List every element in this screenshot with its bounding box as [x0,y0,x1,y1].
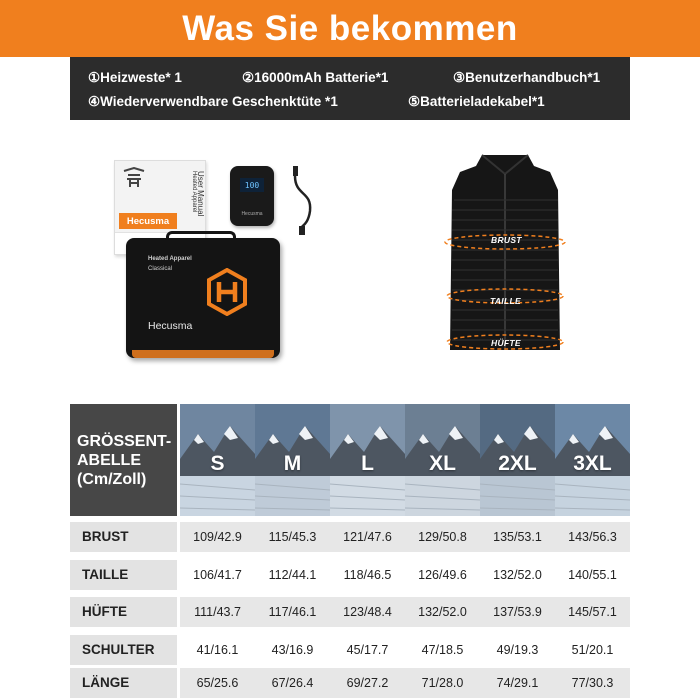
table-cell: 49/19.3 [480,635,555,665]
table-cell: 71/28.0 [405,668,480,698]
table-row [70,635,630,665]
vest-label-chest: BRUST [491,235,522,245]
size-table-title-line-3: (Cm/Zoll) [77,471,147,488]
size-table [70,404,630,700]
table-row [70,560,630,590]
table-cell: 77/30.3 [555,668,630,698]
manual-side-title: User Manual [196,171,205,217]
size-label: XL [429,452,456,475]
package-contents-bar [70,57,630,120]
row-label: SCHULTER [70,635,177,665]
brand-logo-icon [121,167,147,189]
table-cell: 132/52.0 [405,597,480,627]
battery-display: 100 [240,178,264,192]
row-label: BRUST [70,522,177,552]
table-cell: 74/29.1 [480,668,555,698]
size-table-title-line-1: GRÖSSENT- [77,433,172,450]
table-cell: 106/41.7 [180,560,255,590]
table-cell: 115/45.3 [255,522,330,552]
bag-zipper [132,350,274,358]
table-cell: 45/17.7 [330,635,405,665]
table-cell: 118/46.5 [330,560,405,590]
hexagon-h-logo-icon [206,268,248,316]
bag-brand: Hecusma [148,320,193,332]
table-row [70,597,630,627]
size-column-header [180,404,255,516]
size-label: L [361,452,374,475]
vest-label-hip: HÜFTE [491,338,521,348]
size-table-title-line-2: ABELLE [77,452,141,469]
row-label: LÄNGE [70,668,177,698]
table-cell: 43/16.9 [255,635,330,665]
table-cell: 109/42.9 [180,522,255,552]
table-cell: 41/16.1 [180,635,255,665]
table-cell: 65/25.6 [180,668,255,698]
size-table-title [70,404,177,516]
table-cell: 111/43.7 [180,597,255,627]
contents-item-gift-bag: ④Wiederverwendbare Geschenktüte *1 [88,94,338,109]
bag-line-1: Heated Apparel [148,256,192,262]
charging-cable-icon [290,166,320,236]
size-label: M [283,452,302,475]
heated-vest-icon [430,150,580,360]
table-cell: 67/26.4 [255,668,330,698]
table-cell: 126/49.6 [405,560,480,590]
contents-item-cable: ⑤Batterieladekabel*1 [408,94,545,109]
table-cell: 145/57.1 [555,597,630,627]
size-column-header [330,404,405,516]
table-cell: 112/44.1 [255,560,330,590]
battery-image [230,166,274,226]
table-cell: 69/27.2 [330,668,405,698]
size-column-header [555,404,630,516]
table-cell: 121/47.6 [330,522,405,552]
gift-bag-image [126,238,280,358]
manual-side-text: Heated Apparel [191,171,197,213]
size-label: S [210,452,225,475]
table-cell: 132/52.0 [480,560,555,590]
product-images [70,130,630,380]
row-label: TAILLE [70,560,177,590]
table-cell: 117/46.1 [255,597,330,627]
page-title: Was Sie bekommen [182,8,518,48]
table-cell: 137/53.9 [480,597,555,627]
size-label: 2XL [498,452,537,475]
contents-item-battery: ②16000mAh Batterie*1 [242,70,389,85]
header-banner [0,0,700,57]
table-cell: 135/53.1 [480,522,555,552]
size-column-header [480,404,555,516]
battery-brand: Hecusma [241,211,263,217]
table-cell: 47/18.5 [405,635,480,665]
table-cell: 51/20.1 [555,635,630,665]
contents-item-manual: ③Benutzerhandbuch*1 [453,70,601,85]
size-column-header [255,404,330,516]
size-label: 3XL [573,452,612,475]
size-column-header [405,404,480,516]
vest-label-waist: TAILLE [490,296,521,306]
row-label: HÜFTE [70,597,177,627]
table-cell: 143/56.3 [555,522,630,552]
table-cell: 129/50.8 [405,522,480,552]
manual-brand: Hecusma [119,213,177,229]
table-cell: 140/55.1 [555,560,630,590]
table-row [70,522,630,552]
contents-item-vest: ①Heizweste* 1 [88,70,182,85]
table-row [70,668,630,698]
bag-handle [166,231,236,241]
table-cell: 123/48.4 [330,597,405,627]
bag-line-2: Classical [148,266,173,272]
